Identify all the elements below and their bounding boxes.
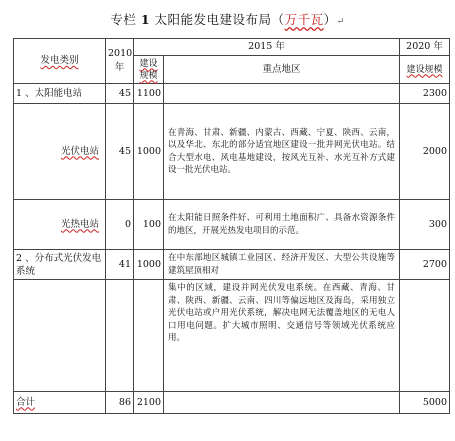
table-row [14, 200, 450, 250]
row-2010: 45 [106, 84, 134, 104]
header-2020: 2020 年 [400, 39, 450, 56]
title-number: 1 [140, 12, 151, 27]
row-areas: 在太阳能日照条件好、可利用土地面积广、具备水资源条件的地区，开展光热发电项目的示范。 [164, 200, 400, 250]
row-category: 光热电站 [14, 200, 106, 250]
row-2015: 100 [134, 200, 164, 250]
row-2020: 2000 [400, 104, 450, 200]
row-2010: 0 [106, 200, 134, 250]
row-category: 2 、分布式光伏发电系统 [14, 250, 106, 280]
row-areas: 集中的区域，建设并网光伏发电系统。在西藏、青海、甘肃、陕西、新疆、云南、四川等偏远地区及海岛，采用独立光伏电站或户用光伏系统，解决电网无法覆盖地区的无电人口用电问题。扩大城市照明、交通信号等领域光伏系统应用。 [164, 280, 400, 392]
row-areas [164, 392, 400, 414]
title-name: 太阳能发电建设布局 [154, 12, 272, 27]
row-2020: 2700 [400, 250, 450, 280]
row-areas [164, 84, 400, 104]
table-row [14, 104, 450, 200]
table-row-total [14, 392, 450, 414]
table-row [14, 280, 450, 392]
title-return-mark: ↵ [336, 17, 345, 27]
row-2020: 2300 [400, 84, 450, 104]
row-category [14, 280, 106, 392]
row-2020: 300 [400, 200, 450, 250]
row-2020 [400, 280, 450, 392]
table-row [14, 250, 450, 280]
row-2020: 5000 [400, 392, 450, 414]
title-prefix: 专栏 [110, 12, 137, 27]
header-category: 发电类别 [14, 39, 106, 84]
title-unit-open: （ [271, 12, 285, 27]
header-capacity-2015: 建设规模 [134, 56, 164, 84]
row-category: 光伏电站 [14, 104, 106, 200]
row-2010: 41 [106, 250, 134, 280]
header-row-years [14, 39, 450, 56]
row-areas: 在青海、甘肃、新疆、内蒙古、西藏、宁夏、陕西、云南，以及华北、东北的部分适宜地区建设一批并网光伏电站。结合大型水电、风电基地建设，按风光互补、水光互补方式建设一批光伏电站。 [164, 104, 400, 200]
row-2010 [106, 280, 134, 392]
row-2015: 1000 [134, 250, 164, 280]
row-category: 1 、太阳能电站 [14, 84, 106, 104]
solar-layout-table [13, 38, 450, 414]
row-2015: 1000 [134, 104, 164, 200]
row-2010: 45 [106, 104, 134, 200]
header-capacity-2020: 建设规模 [400, 56, 450, 84]
header-2010: 2010 年 [106, 39, 134, 84]
header-key-areas: 重点地区 [164, 56, 400, 84]
row-2015: 1100 [134, 84, 164, 104]
row-2010: 86 [106, 392, 134, 414]
title-unit: 万千瓦 [284, 12, 324, 27]
row-2015: 2100 [134, 392, 164, 414]
row-areas: 在中东部地区城镇工业园区、经济开发区、大型公共设施等建筑屋顶相对 [164, 250, 400, 280]
table-row [14, 84, 450, 104]
table-title [0, 10, 455, 28]
title-unit-close: ） [323, 12, 337, 27]
header-2015: 2015 年 [134, 39, 400, 56]
row-category: 合计 [14, 392, 106, 414]
row-2015 [134, 280, 164, 392]
